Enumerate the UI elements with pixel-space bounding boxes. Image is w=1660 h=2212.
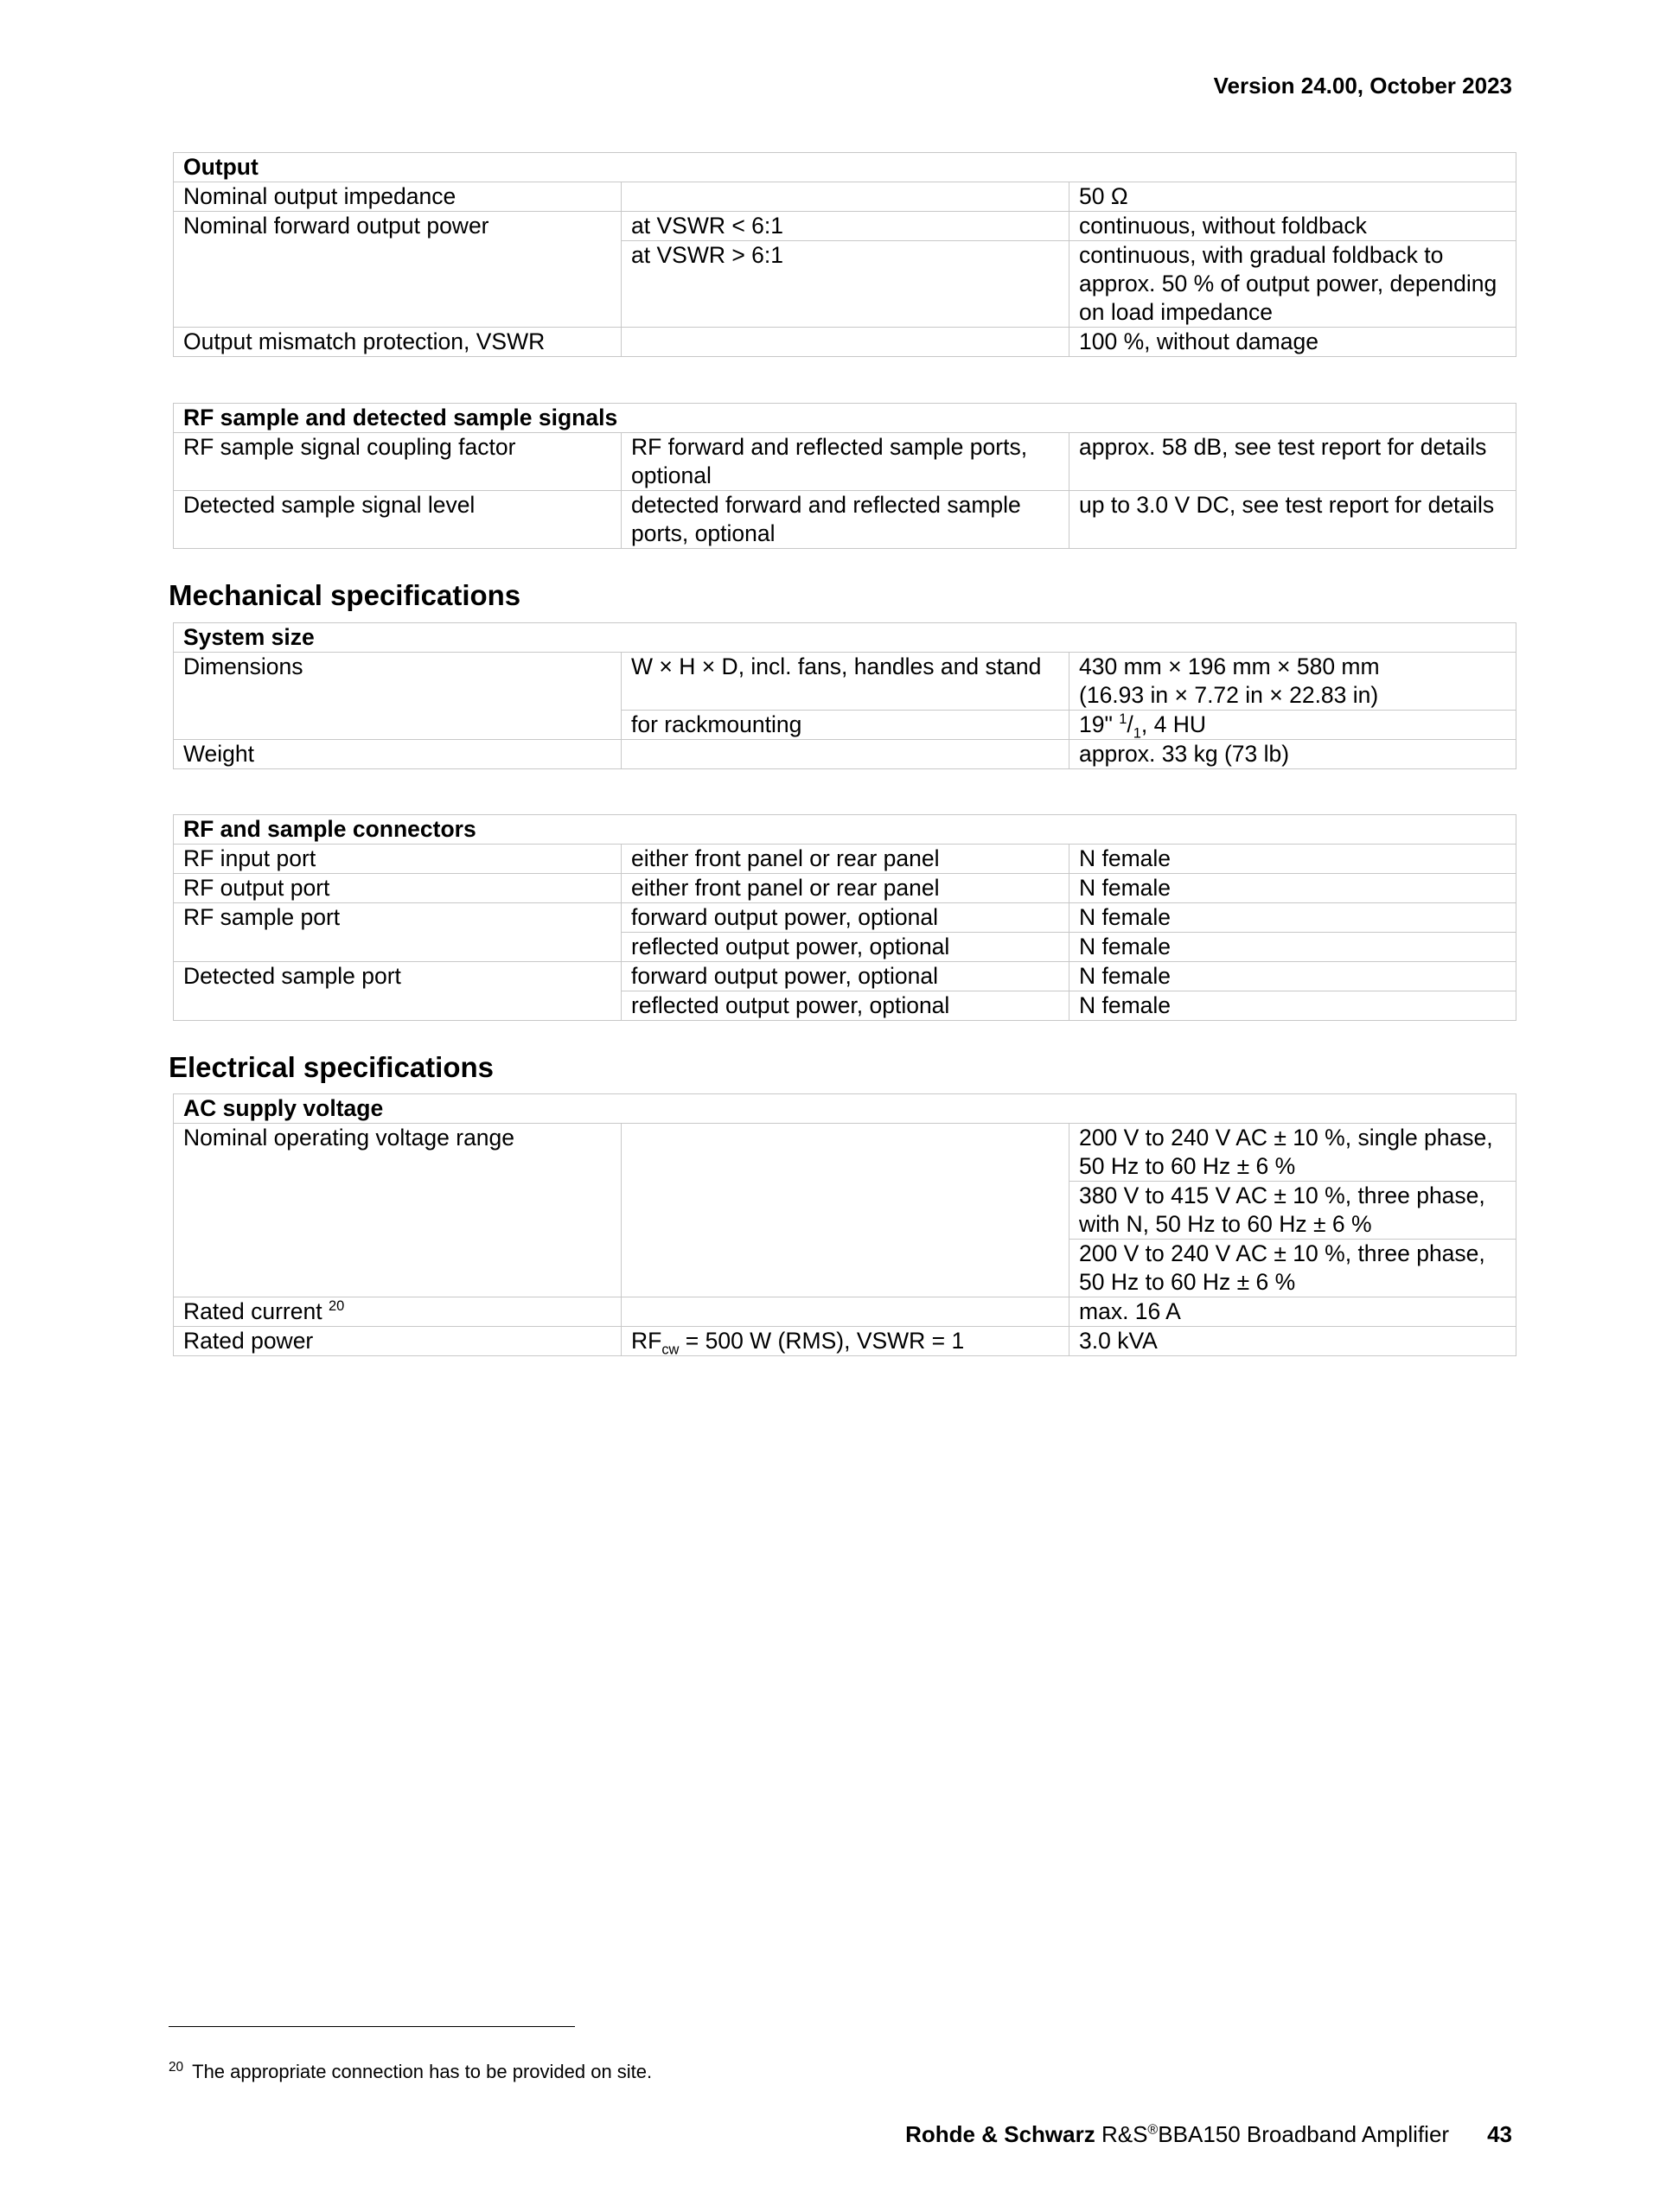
table-header-row [174,815,1516,845]
document-version: Version 24.00, October 2023 [1213,73,1512,99]
spec-value: 100 %, without damage [1069,328,1516,357]
page-footer [905,2121,1512,2148]
spec-label: RF sample port [174,903,622,962]
section-heading-mechanical: Mechanical specifications [169,579,521,611]
table-header-row [174,623,1516,653]
spec-value: up to 3.0 V DC, see test report for details [1069,491,1516,549]
spec-condition: forward output power, optional [622,962,1069,991]
footer-brand: Rohde & Schwarz [905,2121,1095,2147]
condition-line: optional [631,462,712,488]
table-row [174,1297,1516,1327]
spec-condition [622,1124,1069,1297]
value-line: on load impedance [1079,299,1273,325]
footnote-number: 20 [169,2059,184,2075]
spec-value [1069,653,1516,711]
table-title: RF and sample connectors [174,815,1516,845]
spec-value: max. 16 A [1069,1297,1516,1327]
spec-condition [622,433,1069,491]
value-line: 430 mm × 196 mm × 580 mm [1079,653,1380,679]
table-row [174,845,1516,874]
value-line: 380 V to 415 V AC ± 10 %, three phase, [1079,1182,1485,1208]
footer-product: R&S®BBA150 Broadband Amplifier [1101,2121,1450,2147]
spec-label: Detected sample signal level [174,491,622,549]
value-line: 50 Hz to 60 Hz ± 6 % [1079,1153,1296,1179]
table-header-row [174,404,1516,433]
spec-value: N female [1069,962,1516,991]
system-size-spec-table [173,622,1516,769]
spec-condition: reflected output power, optional [622,933,1069,962]
spec-label: RF output port [174,874,622,903]
spec-value: N female [1069,991,1516,1021]
spec-condition: W × H × D, incl. fans, handles and stand [622,653,1069,711]
spec-label: Nominal forward output power [174,212,622,328]
spec-condition: $RF_{cw} = 500$ W (RMS), VSWR = 1 [622,1327,1069,1356]
table-row [174,653,1516,711]
table-row [174,903,1516,933]
spec-condition [622,328,1069,357]
condition-line: detected forward and reflected sample [631,492,1021,518]
condition-line: RF forward and reflected sample ports, [631,434,1028,460]
spec-condition: either front panel or rear panel [622,845,1069,874]
table-row [174,740,1516,769]
spec-condition [622,1297,1069,1327]
spec-label: Weight [174,740,622,769]
table-row [174,962,1516,991]
footnote-reference: 20 [328,1298,345,1315]
value-line: with N, 50 Hz to 60 Hz ± 6 % [1079,1211,1372,1237]
footnote-divider [169,2026,575,2027]
spec-value: 50 Ω [1069,182,1516,212]
condition-line: ports, optional [631,520,776,546]
spec-value: N female [1069,874,1516,903]
spec-label: Rated current $^{20}$ [174,1297,622,1327]
table-title: AC supply voltage [174,1094,1516,1124]
spec-value [1069,1124,1516,1182]
spec-condition: at VSWR > 6:1 [622,241,1069,328]
output-spec-table [173,152,1516,357]
spec-label: Detected sample port [174,962,622,1021]
footnote [169,2061,652,2083]
spec-condition: forward output power, optional [622,903,1069,933]
table-header-row [174,1094,1516,1124]
table-header-row [174,153,1516,182]
page-number: 43 [1487,2121,1512,2147]
spec-condition: reflected output power, optional [622,991,1069,1021]
table-row [174,491,1516,549]
spec-label: Nominal output impedance [174,182,622,212]
spec-value: 3.0 kVA [1069,1327,1516,1356]
value-line: (16.93 in × 7.72 in × 22.83 in) [1079,682,1379,708]
table-title: System size [174,623,1516,653]
value-line: 200 V to 240 V AC ± 10 %, single phase, [1079,1125,1493,1151]
spec-condition [622,740,1069,769]
spec-label: RF sample signal coupling factor [174,433,622,491]
table-row [174,182,1516,212]
spec-value [1069,1182,1516,1240]
spec-label: Dimensions [174,653,622,740]
table-row [174,212,1516,241]
table-title: RF sample and detected sample signals [174,404,1516,433]
spec-value: N female [1069,903,1516,933]
rf-sample-spec-table [173,403,1516,549]
ac-supply-spec-table [173,1093,1516,1356]
spec-value: 19" $^1/_1$, 4 HU [1069,711,1516,740]
spec-condition: for rackmounting [622,711,1069,740]
table-row [174,1327,1516,1356]
spec-value: approx. 33 kg (73 lb) [1069,740,1516,769]
spec-label: Output mismatch protection, VSWR [174,328,622,357]
value-line: approx. 50 % of output power, depending [1079,271,1497,296]
connectors-spec-table [173,814,1516,1021]
spec-condition [622,182,1069,212]
spec-condition [622,491,1069,549]
spec-condition: at VSWR < 6:1 [622,212,1069,241]
section-heading-electrical: Electrical specifications [169,1051,495,1083]
table-row [174,1124,1516,1182]
spec-value: approx. 58 dB, see test report for details [1069,433,1516,491]
value-line: 200 V to 240 V AC ± 10 %, three phase, [1079,1240,1485,1266]
spec-value [1069,241,1516,328]
spec-condition: either front panel or rear panel [622,874,1069,903]
spec-value [1069,1240,1516,1297]
table-title: Output [174,153,1516,182]
table-row [174,433,1516,491]
spec-value: N female [1069,845,1516,874]
value-line: 50 Hz to 60 Hz ± 6 % [1079,1269,1296,1295]
spec-label: RF input port [174,845,622,874]
table-row [174,328,1516,357]
footnote-text: The appropriate connection has to be provided on site. [192,2061,653,2082]
value-line: continuous, with gradual foldback to [1079,242,1444,268]
spec-value: continuous, without foldback [1069,212,1516,241]
spec-value: N female [1069,933,1516,962]
spec-label: Nominal operating voltage range [174,1124,622,1297]
table-row [174,874,1516,903]
spec-label: Rated power [174,1327,622,1356]
